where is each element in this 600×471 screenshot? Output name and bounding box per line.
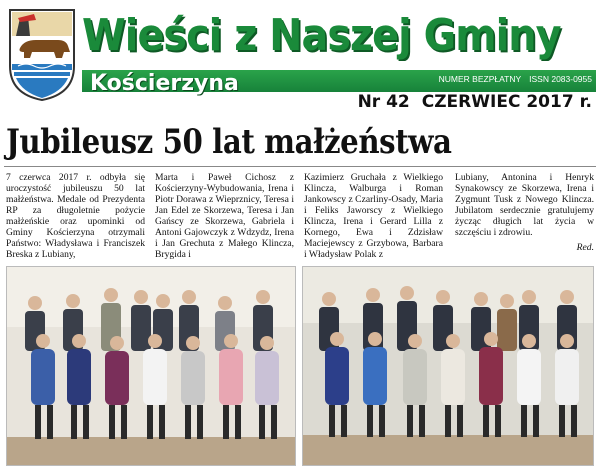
- headline-divider: [4, 166, 596, 167]
- group-photo-1-image: [7, 267, 296, 466]
- article-headline: Jubileusz 50 lat małżeństwa: [6, 122, 452, 162]
- issn-label: ISSN 2083-0955: [529, 74, 592, 84]
- group-photo-2: [302, 266, 594, 466]
- coat-of-arms-bear-logo: [6, 6, 78, 102]
- group-photo-2-image: [303, 267, 594, 466]
- title-band: [82, 8, 596, 70]
- issue-line: [358, 92, 592, 112]
- masthead-meta: [392, 74, 592, 84]
- masthead-title: Wieści z Naszej Gminy: [82, 10, 561, 61]
- article-column-3: Kazimierz Gruchała z Wielkiego Klincza, Walburga i Roman Jankowscy z Czarliny-Osady, Maria i Feliks Jaworscy z Wielkiego Klincza, Irena i Gerard Lilla z Kornego, Ewa i Zdzisław Maciejewscy z Grzybowa, Barbara i Władysław Polak z: [304, 172, 443, 260]
- article-column-1: 7 czerwca 2017 r. odbyła się uroczystość jubileuszu 50 lat małżeństwa. Medale od Prezydenta RP za długoletnie pożycie małżeńskie oraz upominki od Gminy Kościerzyna otrzymali Państwo: Władysława i Franciszek Breska z Lubiany,: [6, 172, 145, 260]
- free-issue-label: NUMER BEZPŁATNY: [438, 74, 522, 84]
- article-column-4: [455, 172, 594, 268]
- masthead: [0, 0, 600, 118]
- issue-date: CZERWIEC 2017 r.: [421, 92, 592, 112]
- article-column-2: Marta i Paweł Cichosz z Kościerzyny-Wybudowania, Irena i Piotr Dorawa z Wieprznicy, Teresa i Jan Edel ze Skorzewa, Teresa i Jan Gańscy ze Skorzewa, Gabriela i Antoni Gajowczyk z Wdzydz, Irena i Jan Grechuta z Małego Klincza, Brygida i: [155, 172, 294, 260]
- issue-number: Nr 42: [357, 92, 410, 112]
- article-column-4-text: Lubiany, Antonina i Henryk Synakowscy ze Skorzewa, Irena i Zygmunt Tusk z Nowego Klincza. Jubilatom serdecznie gratulujemy życząc długich lat życia w szczęściu i zdrowiu.: [455, 172, 594, 238]
- group-photo-1: [6, 266, 296, 466]
- masthead-subtitle: Kościerzyna: [90, 71, 239, 96]
- article-signature: Red.: [576, 242, 594, 253]
- article-body: [6, 172, 594, 268]
